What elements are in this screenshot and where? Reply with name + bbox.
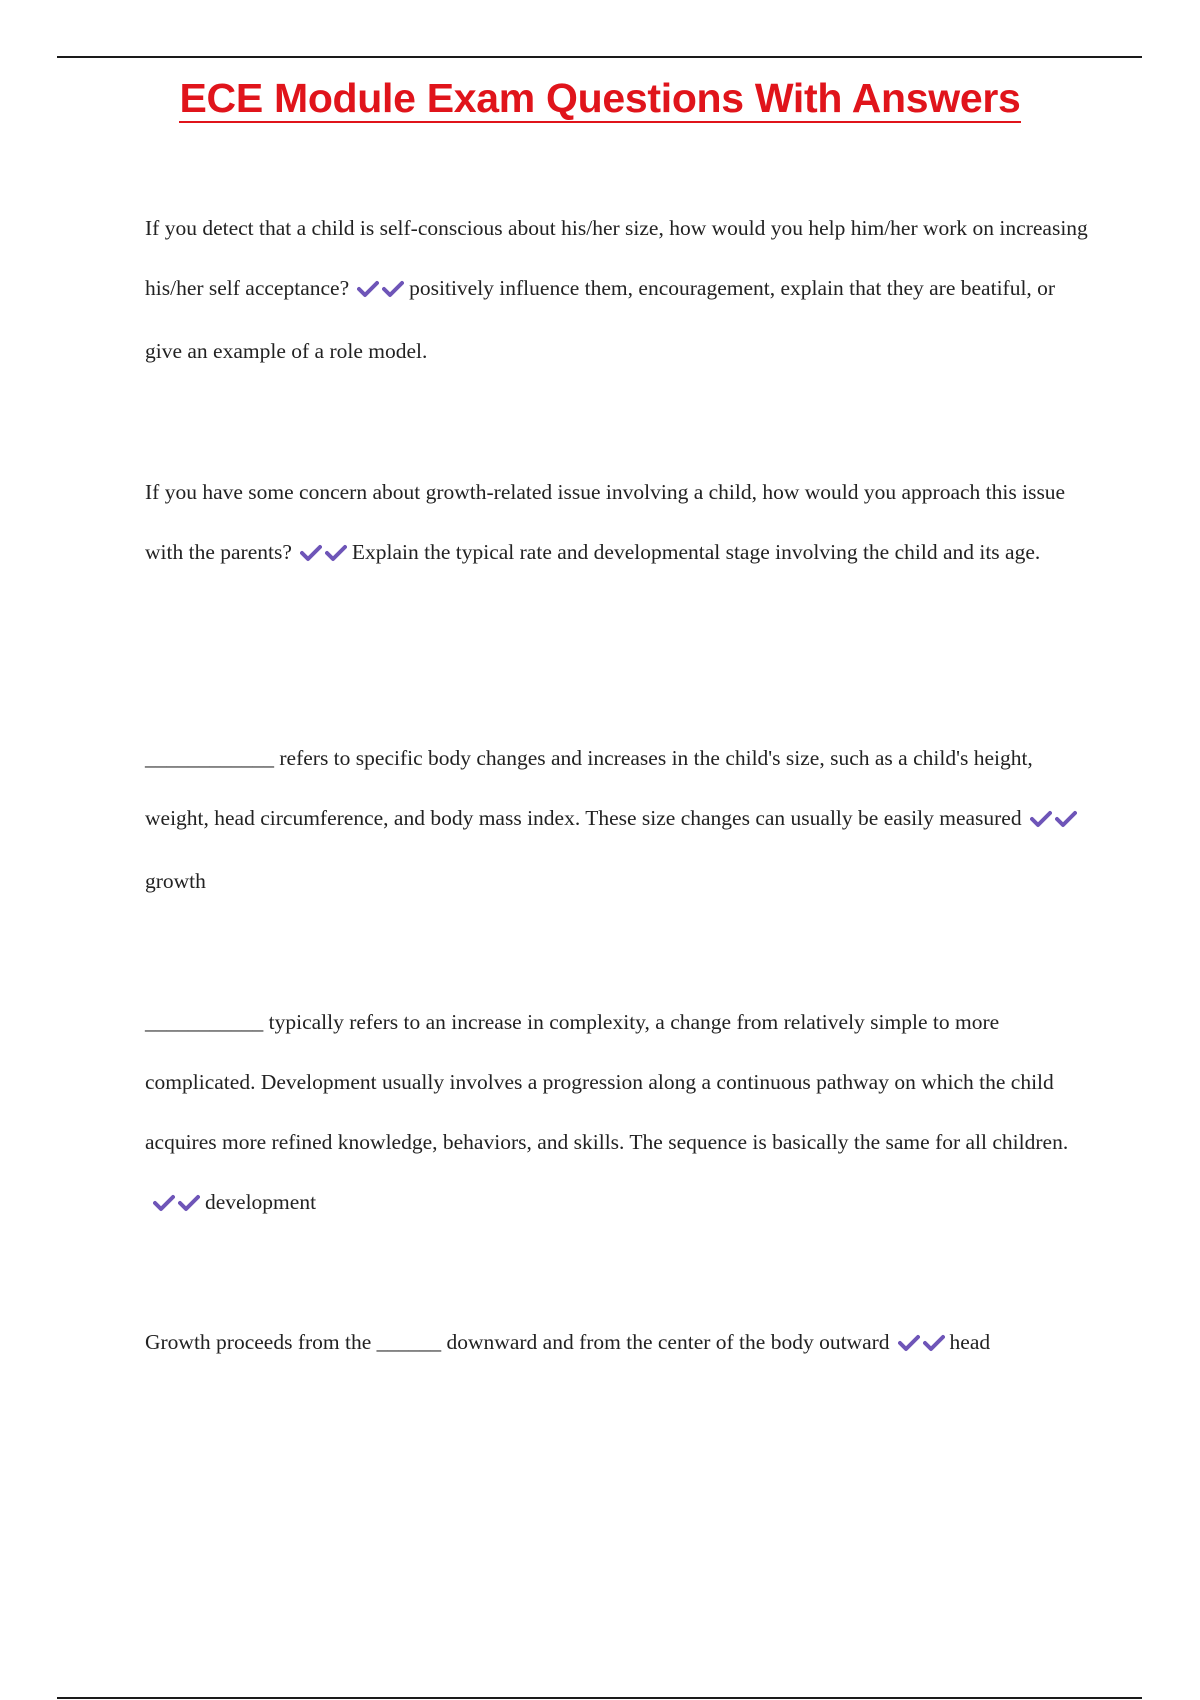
double-checkmark-icon xyxy=(153,1175,203,1235)
question-text: ____________ refers to specific body changes and increases in the child's size, such as a child's height, weight, head circumference, and body mass index. These size changes can usually be easily measured xyxy=(145,746,1033,830)
top-divider xyxy=(57,56,1142,58)
bottom-divider xyxy=(57,1697,1142,1699)
answer-text: development xyxy=(205,1190,317,1214)
qa-item-4 xyxy=(145,992,1095,1235)
document-title xyxy=(0,76,1200,120)
answer-text: Explain the typical rate and developmental stage involving the child and its age. xyxy=(351,540,1041,564)
question-text: Growth proceeds from the ______ downward and from the center of the body outward xyxy=(145,1330,890,1354)
question-text: If you have some concern about growth-related issue involving a child, how would you approach this issue with the parents? xyxy=(145,480,1066,564)
double-checkmark-icon xyxy=(898,1315,948,1375)
document-title-text: ECE Module Exam Questions With Answers xyxy=(179,75,1021,121)
qa-item-2 xyxy=(145,462,1095,585)
answer-text: positively influence them, encouragement, explain that they are beatiful, or give an example of a role model. xyxy=(145,276,1056,363)
double-checkmark-icon xyxy=(357,261,407,321)
qa-item-1 xyxy=(145,198,1095,381)
qa-item-3 xyxy=(145,728,1095,911)
question-text: ___________ typically refers to an increase in complexity, a change from relatively simple to more complicated. Development usually involves a progression along a continuous pathway on which the child acquires more refined knowledge, behaviors, and skills. The sequence is basically the same for all children. xyxy=(145,1010,1069,1154)
qa-item-5 xyxy=(145,1312,1095,1375)
answer-text: head xyxy=(949,1330,991,1354)
double-checkmark-icon xyxy=(300,525,350,585)
answer-text: growth xyxy=(145,869,206,893)
double-checkmark-icon xyxy=(1030,791,1080,851)
question-text: If you detect that a child is self-conscious about his/her size, how would you help him/her work on increasing his/her self acceptance? xyxy=(145,216,1088,300)
